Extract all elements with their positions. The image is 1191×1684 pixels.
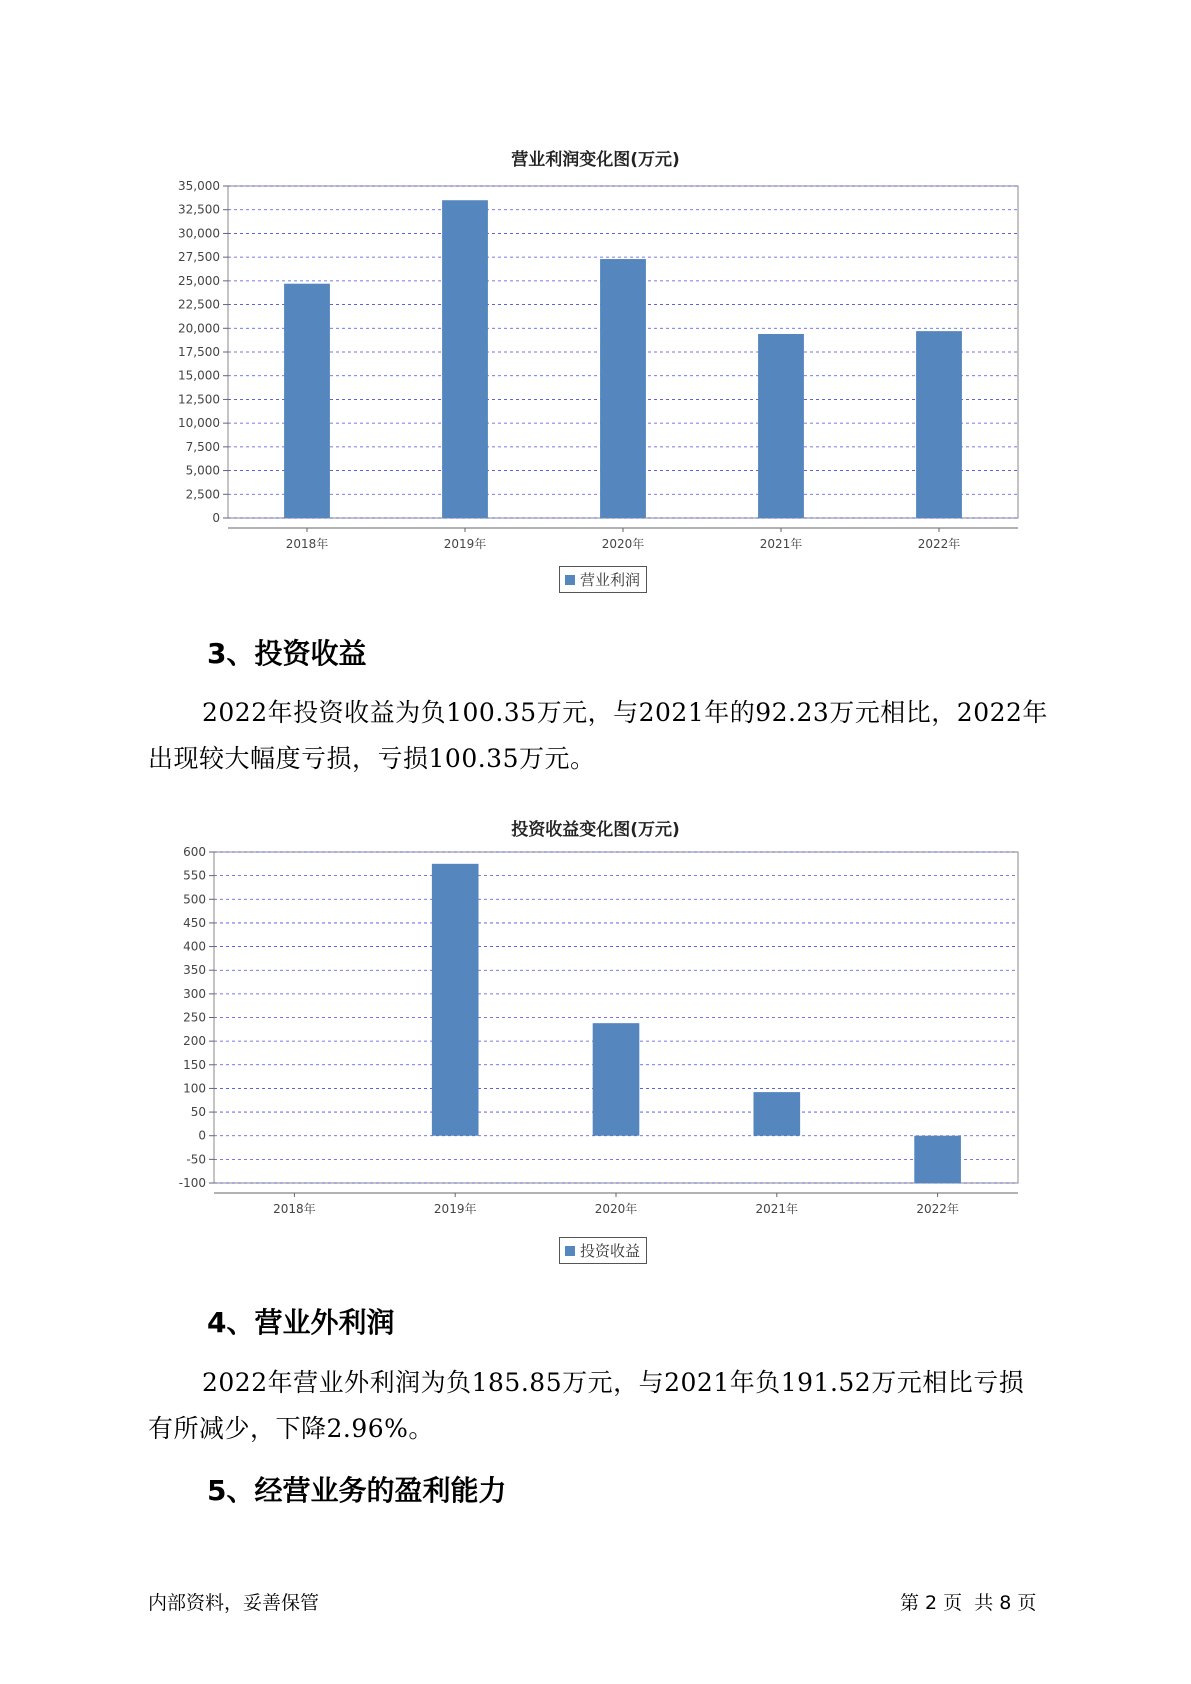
y-tick-label: 12,500	[178, 392, 220, 407]
y-tick-label: 300	[183, 986, 206, 1001]
y-tick-label: -100	[178, 1176, 206, 1190]
section4-paragraph	[148, 1360, 1073, 1452]
bar-2022年	[914, 1136, 961, 1183]
x-tick-label: 2019年	[433, 1202, 477, 1216]
x-tick-label: 2022年	[917, 537, 961, 551]
y-tick-label: 10,000	[178, 416, 220, 431]
y-tick-label: 600	[183, 845, 206, 859]
paragraph-line: 出现较大幅度亏损，亏损100.35万元。	[148, 744, 596, 773]
y-tick-label: 7,500	[185, 439, 220, 454]
y-tick-label: 150	[183, 1057, 206, 1072]
x-tick-label: 2021年	[755, 1202, 799, 1216]
section3-heading: 3、投资收益	[207, 637, 367, 670]
x-tick-label: 2019年	[443, 537, 487, 551]
y-tick-label: 20,000	[178, 321, 220, 336]
paragraph-line: 有所减少，下降2.96%。	[148, 1414, 434, 1443]
paragraph-line: 2022年营业外利润为负185.85万元，与2021年负191.52万元相比亏损	[202, 1368, 1025, 1397]
y-tick-label: 200	[183, 1034, 206, 1049]
y-tick-label: -50	[186, 1152, 206, 1167]
section5-heading: 5、经营业务的盈利能力	[207, 1474, 507, 1507]
y-tick-label: 500	[183, 892, 206, 907]
y-tick-label: 30,000	[178, 226, 220, 241]
y-tick-label: 250	[183, 1010, 206, 1025]
legend-swatch-icon	[565, 1246, 575, 1256]
footer-page-number: 第 2 页 共 8 页	[900, 1592, 1037, 1614]
y-tick-label: 0	[198, 1128, 206, 1143]
y-tick-label: 50	[190, 1105, 206, 1120]
y-tick-label: 400	[183, 939, 206, 954]
x-tick-label: 2020年	[601, 537, 645, 551]
y-tick-label: 35,000	[178, 179, 220, 193]
y-tick-label: 15,000	[178, 368, 220, 383]
x-tick-label: 2022年	[916, 1202, 959, 1216]
x-tick-label: 2020年	[594, 1202, 638, 1216]
y-tick-label: 5,000	[185, 463, 220, 478]
y-tick-label: 350	[183, 963, 206, 978]
bar-2019年	[432, 864, 479, 1136]
y-tick-label: 2,500	[185, 487, 220, 502]
y-tick-label: 0	[212, 511, 220, 525]
chart1-legend-label: 营业利润	[580, 571, 641, 589]
x-tick-label: 2018年	[273, 1202, 316, 1216]
chart1-title: 营业利润变化图(万元)	[511, 150, 680, 170]
bar-2021年	[753, 1092, 800, 1136]
paragraph-line: 2022年投资收益为负100.35万元，与2021年的92.23万元相比，2022年	[202, 698, 1048, 727]
x-tick-label: 2018年	[285, 537, 329, 551]
chart2-title: 投资收益变化图(万元)	[511, 820, 680, 840]
y-tick-label: 27,500	[178, 250, 220, 265]
y-tick-label: 32,500	[178, 202, 220, 217]
x-tick-label: 2021年	[759, 537, 803, 551]
y-tick-label: 17,500	[178, 345, 220, 359]
y-tick-label: 550	[183, 868, 206, 883]
footer-confidential-note: 内部资料，妥善保管	[148, 1592, 320, 1614]
y-tick-label: 22,500	[178, 297, 220, 312]
y-tick-label: 100	[183, 1081, 206, 1096]
y-tick-label: 450	[183, 915, 206, 930]
chart2-legend	[559, 1237, 647, 1264]
chart2-legend-label: 投资收益	[580, 1242, 641, 1260]
bar-2020年	[593, 1023, 640, 1136]
section4-heading: 4、营业外利润	[207, 1306, 395, 1339]
y-tick-label: 25,000	[178, 273, 220, 288]
